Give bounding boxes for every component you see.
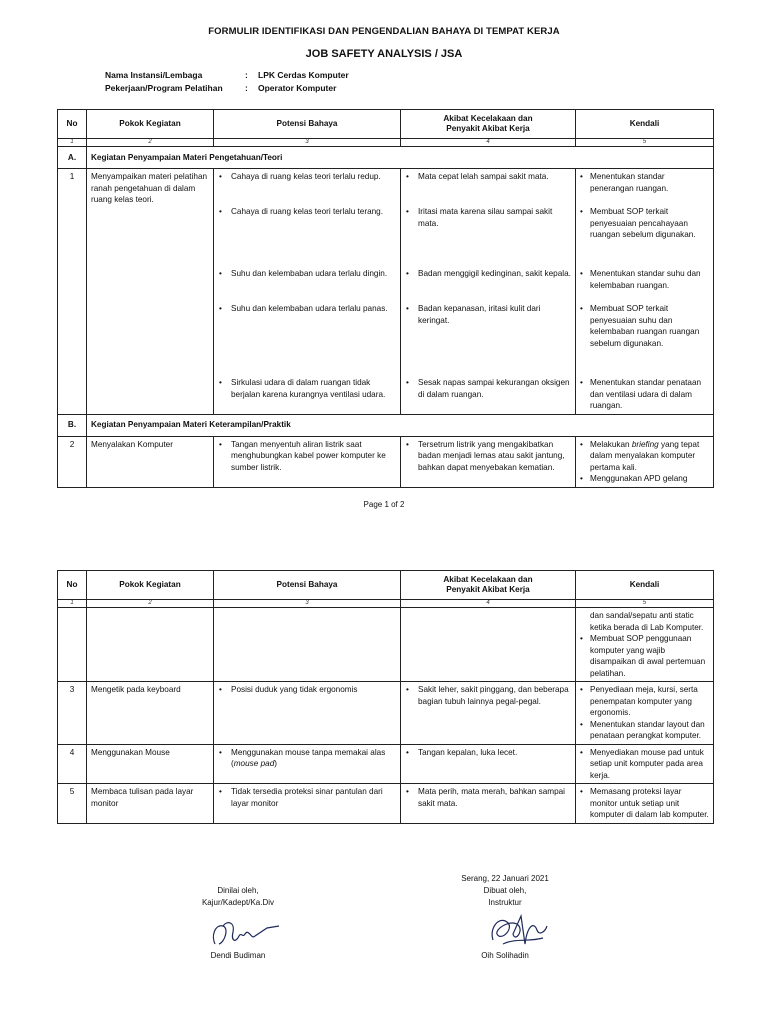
colnum-3: 3 bbox=[214, 139, 401, 147]
table-row bbox=[58, 682, 714, 745]
colnum-1: 1 bbox=[58, 600, 87, 608]
list-item: • Sirkulasi udara di dalam ruangan tidak berjalan karena kurangnya ventilasi udara. bbox=[218, 377, 396, 400]
info-pekerjaan bbox=[105, 83, 505, 95]
header-kendali: Kendali bbox=[576, 110, 714, 139]
potensi-emphasis: mouse pad bbox=[233, 759, 275, 768]
page-label: Page 1 of 2 bbox=[363, 500, 405, 509]
list-item: • Menentukan standar suhu dan kelembaban ruangan. bbox=[580, 268, 709, 303]
kendali-text: yang tepat dalam menyalakan komputer pertama kali. bbox=[590, 439, 700, 472]
row-pokok: Menyalakan Komputer bbox=[87, 436, 214, 487]
row-pokok: Mengetik pada keyboard bbox=[87, 682, 214, 745]
row-akibat bbox=[401, 682, 576, 745]
pekerjaan-value: Operator Komputer bbox=[258, 83, 337, 93]
column-number-row bbox=[58, 139, 714, 147]
row-kendali bbox=[576, 784, 714, 824]
row-no: 5 bbox=[58, 784, 87, 824]
row-potensi bbox=[214, 436, 401, 487]
row-kendali bbox=[576, 608, 714, 682]
list-item: • Sakit leher, sakit pinggang, dan beberapa bagian tubuh lainnya pegal-pegal. bbox=[405, 684, 571, 707]
header-pokok: Pokok Kegiatan bbox=[87, 571, 214, 600]
row-akibat bbox=[401, 169, 576, 415]
list-item: • Suhu dan kelembaban udara terlalu dingin. bbox=[218, 268, 396, 303]
signature-right-line1: Dibuat oleh, bbox=[483, 886, 527, 895]
section-title: Kegiatan Penyampaian Materi Keterampilan/Praktik bbox=[87, 414, 714, 436]
pekerjaan-label: Pekerjaan/Program Pelatihan bbox=[105, 83, 223, 93]
column-number-row bbox=[58, 600, 714, 608]
list-item: • Menentukan standar penataan dan ventilasi udara di dalam ruangan. bbox=[580, 377, 709, 412]
colnum-5: 5 bbox=[576, 600, 714, 608]
row-potensi bbox=[214, 744, 401, 784]
header-akibat-line2: Penyakit Akibat Kerja bbox=[446, 585, 530, 594]
list-item: • Menentukan standar penerangan ruangan. bbox=[580, 171, 709, 206]
row-kendali bbox=[576, 744, 714, 784]
list-item: • Memasang proteksi layar monitor untuk setiap unit komputer di dalam lab komputer. bbox=[580, 786, 709, 821]
header-kendali: Kendali bbox=[576, 571, 714, 600]
colnum-4: 4 bbox=[401, 139, 576, 147]
row-akibat bbox=[401, 436, 576, 487]
signature-left-line1: Dinilai oleh, bbox=[217, 886, 259, 895]
row-potensi bbox=[214, 608, 401, 682]
list-item: • Mata perih, mata merah, bahkan sampai sakit mata. bbox=[405, 786, 571, 809]
signature-left-line2: Kajur/Kadept/Ka.Div bbox=[201, 898, 275, 907]
header-akibat-line1: Akibat Kecelakaan dan bbox=[443, 575, 533, 584]
instansi-value: LPK Cerdas Komputer bbox=[258, 70, 349, 80]
header-pokok: Pokok Kegiatan bbox=[87, 110, 214, 139]
row-no: 2 bbox=[58, 436, 87, 487]
list-item: • Tidak tersedia proteksi sinar pantulan dari layar monitor bbox=[218, 786, 396, 809]
signature-date: Serang, 22 Januari 2021 bbox=[461, 874, 549, 883]
list-item: • Tangan kepalan, luka lecet. bbox=[405, 747, 571, 759]
list-item: • Menentukan standar layout dan penataan perangkat komputer. bbox=[580, 719, 709, 742]
header-potensi: Potensi Bahaya bbox=[214, 571, 401, 600]
row-pokok: Membaca tulisan pada layar monitor bbox=[87, 784, 214, 824]
row-akibat bbox=[401, 784, 576, 824]
row-no: 1 bbox=[58, 169, 87, 415]
info-instansi bbox=[105, 70, 505, 82]
list-item bbox=[218, 747, 396, 770]
row-akibat bbox=[401, 608, 576, 682]
potensi-text: ) bbox=[274, 759, 277, 768]
colnum-5: 5 bbox=[576, 139, 714, 147]
table-row bbox=[58, 744, 714, 784]
list-item: • Tangan menyentuh aliran listrik saat menghubungkan kabel power komputer ke sumber listrik. bbox=[218, 439, 396, 474]
list-item: • Menggunakan APD gelang bbox=[580, 473, 709, 485]
row-potensi bbox=[214, 682, 401, 745]
table-header-row bbox=[58, 571, 714, 600]
form-title: FORMULIR IDENTIFIKASI DAN PENGENDALIAN BAHAYA DI TEMPAT KERJA bbox=[208, 26, 560, 37]
row-pokok: Menyampaikan materi pelatihan ranah pengetahuan di dalam ruang kelas teori. bbox=[87, 169, 214, 415]
section-code: A. bbox=[58, 147, 87, 169]
instansi-separator: : bbox=[245, 70, 248, 80]
kendali-emphasis: briefing bbox=[631, 439, 659, 449]
header-no: No bbox=[58, 110, 87, 139]
table-row bbox=[58, 436, 714, 487]
row-pokok bbox=[87, 608, 214, 682]
section-code: B. bbox=[58, 414, 87, 436]
header-akibat bbox=[401, 110, 576, 139]
colnum-2: 2 bbox=[87, 139, 214, 147]
header-potensi: Potensi Bahaya bbox=[214, 110, 401, 139]
list-item: • Mata cepat lelah sampai sakit mata. bbox=[405, 171, 571, 206]
list-item: • Tersetrum listrik yang mengakibatkan badan menjadi lemas atau sakit jantung, bahkan dapat menyebakan kematian. bbox=[405, 439, 571, 474]
row-no: 3 bbox=[58, 682, 87, 745]
form-subtitle: JOB SAFETY ANALYSIS / JSA bbox=[305, 48, 463, 60]
header-akibat-line1: Akibat Kecelakaan dan bbox=[443, 114, 533, 123]
row-no bbox=[58, 608, 87, 682]
potensi-text: Menggunakan mouse tanpa memakai alas ( bbox=[231, 747, 386, 768]
row-akibat bbox=[401, 744, 576, 784]
row-potensi bbox=[214, 169, 401, 415]
section-title: Kegiatan Penyampaian Materi Pengetahuan/Teori bbox=[87, 147, 714, 169]
list-item: • Cahaya di ruang kelas teori terlalu redup. bbox=[218, 171, 396, 206]
section-row-a bbox=[58, 147, 714, 169]
row-no: 4 bbox=[58, 744, 87, 784]
signature-right-line2: Instruktur bbox=[488, 898, 522, 907]
pekerjaan-separator: : bbox=[245, 83, 248, 93]
row-kendali bbox=[576, 436, 714, 487]
table-row bbox=[58, 169, 714, 415]
signature-left-image bbox=[205, 914, 285, 950]
header-akibat bbox=[401, 571, 576, 600]
list-item: • Penyediaan meja, kursi, serta penempatan komputer yang ergonomis. bbox=[580, 684, 709, 719]
list-item: • Cahaya di ruang kelas teori terlalu terang. bbox=[218, 206, 396, 268]
list-item: • Badan kepanasan, iritasi kulit dari keringat. bbox=[405, 303, 571, 377]
section-row-b bbox=[58, 414, 714, 436]
list-item: • Iritasi mata karena silau sampai sakit mata. bbox=[405, 206, 571, 268]
list-item bbox=[580, 439, 709, 474]
list-item: • Sesak napas sampai kekurangan oksigen di dalam ruangan. bbox=[405, 377, 571, 400]
list-item: • Suhu dan kelembaban udara terlalu panas. bbox=[218, 303, 396, 377]
colnum-1: 1 bbox=[58, 139, 87, 147]
list-item: • Posisi duduk yang tidak ergonomis bbox=[218, 684, 396, 696]
header-akibat-line2: Penyakit Akibat Kerja bbox=[446, 124, 530, 133]
list-item: • Membuat SOP penggunaan komputer yang wajib disampaikan di awal pertemuan pelatihan. bbox=[580, 633, 709, 679]
signature-left-name: Dendi Budiman bbox=[210, 951, 266, 960]
kendali-text: Melakukan bbox=[590, 439, 632, 449]
colnum-3: 3 bbox=[214, 600, 401, 608]
list-item: • Badan menggigil kedinginan, sakit kepala. bbox=[405, 268, 571, 303]
table-header-row bbox=[58, 110, 714, 139]
list-item: • Membuat SOP terkait penyesuaian suhu dan kelembaban ruangan ruangan sebelum digunakan. bbox=[580, 303, 709, 377]
instansi-label: Nama Instansi/Lembaga bbox=[105, 70, 203, 80]
colnum-2: 2 bbox=[87, 600, 214, 608]
row-kendali bbox=[576, 169, 714, 415]
jsa-table-page2 bbox=[57, 570, 714, 824]
colnum-4: 4 bbox=[401, 600, 576, 608]
list-item: • Membuat SOP terkait penyesuaian pencahayaan ruangan sebelum digunakan. bbox=[580, 206, 709, 268]
signature-right-name: Oih Solihadin bbox=[481, 951, 529, 960]
table-row bbox=[58, 784, 714, 824]
table-row-continued bbox=[58, 608, 714, 682]
kendali-continued: dan sandal/sepatu anti static ketika berada di Lab Komputer. bbox=[590, 611, 704, 632]
row-kendali bbox=[576, 682, 714, 745]
signature-right-image bbox=[485, 908, 555, 950]
header-no: No bbox=[58, 571, 87, 600]
row-potensi bbox=[214, 784, 401, 824]
list-item: • Menyediakan mouse pad untuk setiap unit komputer pada area kerja. bbox=[580, 747, 709, 782]
row-pokok: Menggunakan Mouse bbox=[87, 744, 214, 784]
jsa-table-page1 bbox=[57, 109, 714, 488]
